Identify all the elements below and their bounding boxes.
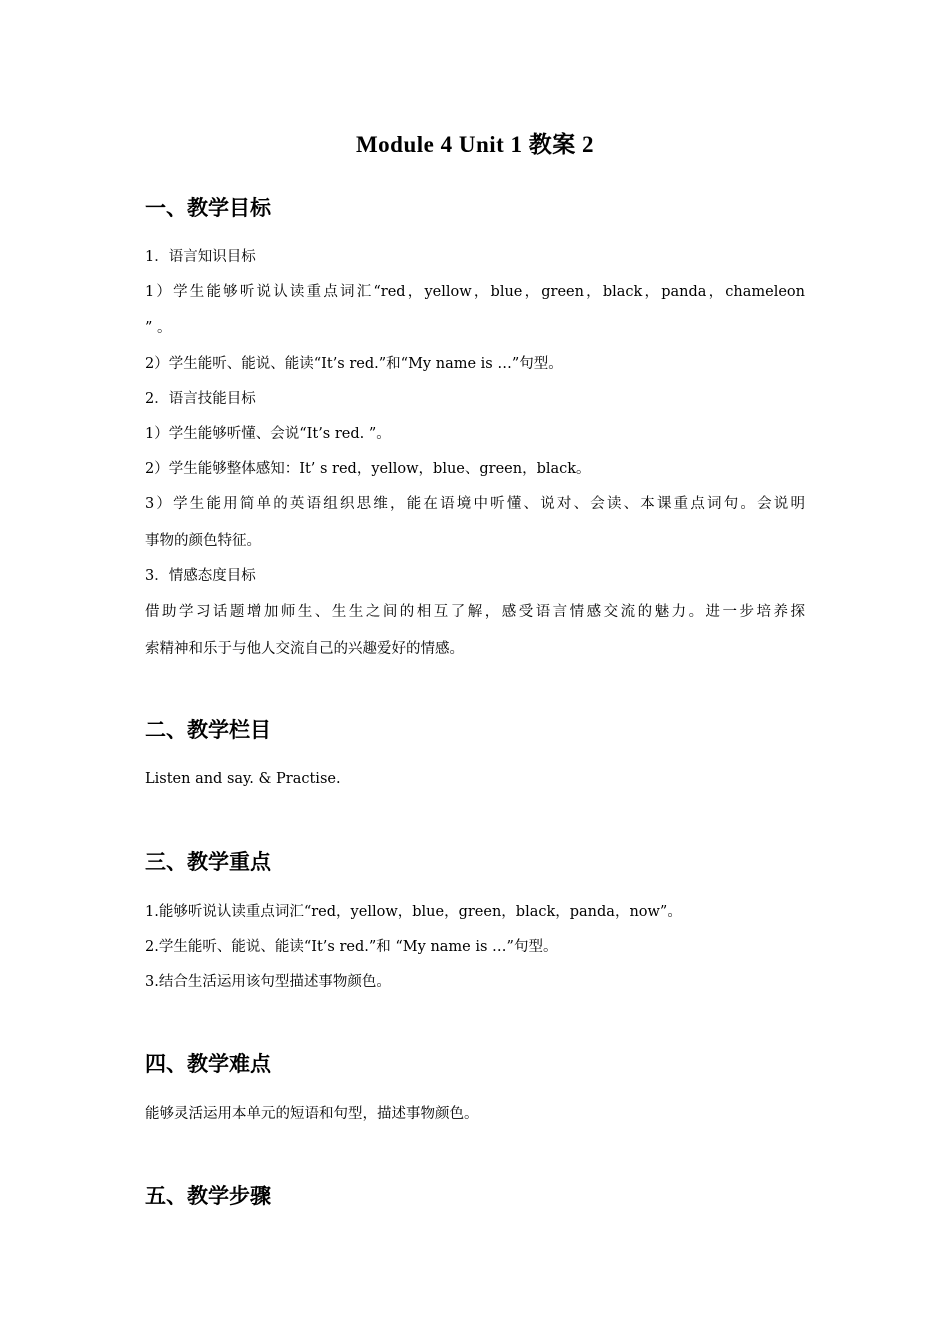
list-item: 1）学生能够听懂、会说“It’s red. ”。	[145, 426, 391, 442]
subsection-title-attitude: 3．情感态度目标	[145, 568, 256, 584]
list-item: 2）学生能够整体感知：It’ s red，yellow，blue、green，black。	[145, 461, 591, 477]
list-item: 1）学生能够听说认读重点词汇“red，yellow，blue，green，black，panda，chameleon	[145, 284, 805, 300]
section-heading-steps: 五、教学步骤	[145, 1184, 271, 1208]
list-item: 3.结合生活运用该句型描述事物颜色。	[145, 974, 391, 990]
page-title: Module 4 Unit 1 教案 2	[355, 132, 595, 157]
list-item-continuation: ” 。	[145, 320, 172, 336]
paragraph: Listen and say. & Practise.	[145, 771, 341, 787]
list-item: 3）学生能用简单的英语组织思维，能在语境中听懂、说对、会读、本课重点词句。会说明	[145, 496, 805, 512]
subsection-title-knowledge: 1．语言知识目标	[145, 249, 256, 265]
section-heading-difficulties: 四、教学难点	[145, 1052, 271, 1076]
section-heading-columns: 二、教学栏目	[145, 718, 271, 742]
list-item: 1.能够听说认读重点词汇“red，yellow，blue，green，black，panda，now”。	[145, 904, 682, 920]
section-heading-key-points: 三、教学重点	[145, 850, 271, 874]
section-heading-objectives: 一、教学目标	[145, 196, 271, 220]
paragraph: 借助学习话题增加师生、生生之间的相互了解，感受语言情感交流的魅力。进一步培养探	[145, 604, 805, 620]
list-item: 2.学生能听、能说、能读“It’s red.”和 “My name is …”句型。	[145, 939, 558, 955]
paragraph-continuation: 索精神和乐于与他人交流自己的兴趣爱好的情感。	[145, 641, 464, 657]
paragraph: 能够灵活运用本单元的短语和句型，描述事物颜色。	[145, 1106, 479, 1122]
subsection-title-skills: 2．语言技能目标	[145, 391, 256, 407]
list-item: 2）学生能听、能说、能读“It’s red.”和“My name is …”句型。	[145, 356, 563, 372]
list-item-continuation: 事物的颜色特征。	[145, 533, 261, 549]
